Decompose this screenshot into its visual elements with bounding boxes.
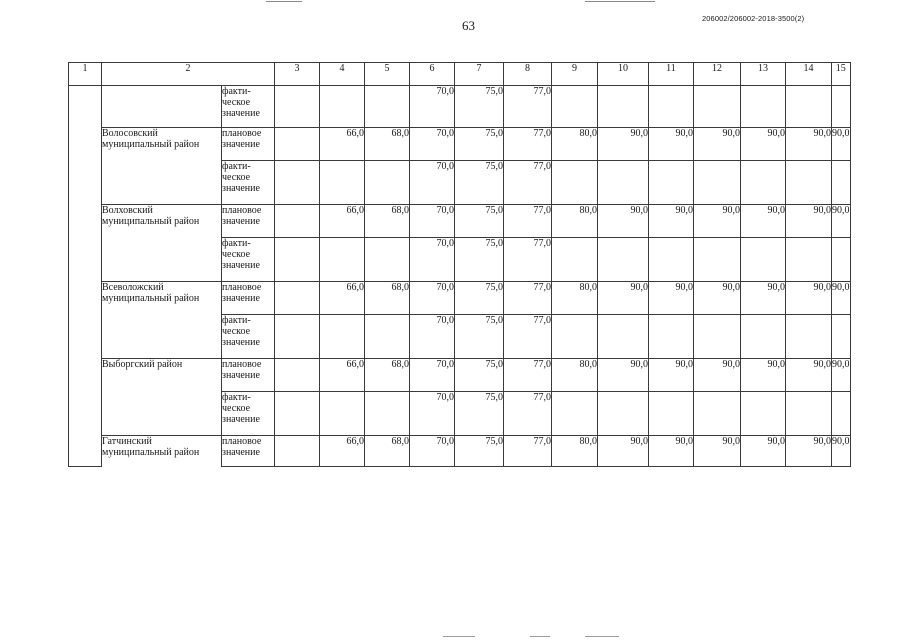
value-cell: 90,0 [786, 282, 832, 315]
value-cell: 80,0 [552, 436, 598, 467]
value-cell [832, 315, 851, 359]
value-cell [832, 86, 851, 128]
value-cell: 77,0 [504, 205, 552, 238]
value-cell: 90,0 [694, 282, 741, 315]
value-cell: 66,0 [320, 205, 365, 238]
value-cell: 68,0 [365, 436, 410, 467]
value-cell: 90,0 [598, 436, 649, 467]
bottom-edge-rule-right [585, 636, 619, 637]
value-cell [552, 238, 598, 282]
value-cell [552, 86, 598, 128]
row-number-cell [69, 86, 102, 467]
value-cell: 70,0 [410, 392, 455, 436]
value-cell [275, 238, 320, 282]
bottom-edge-rule-left [443, 636, 475, 637]
indicator-cell: плановое значение [222, 205, 275, 238]
value-cell: 66,0 [320, 128, 365, 161]
value-cell: 77,0 [504, 86, 552, 128]
table-row [69, 86, 851, 128]
value-cell: 90,0 [649, 282, 694, 315]
value-cell [365, 238, 410, 282]
value-cell: 75,0 [455, 436, 504, 467]
value-cell: 80,0 [552, 205, 598, 238]
value-cell: 90,0 [832, 128, 851, 161]
table-row [69, 128, 851, 161]
value-cell: 70,0 [410, 128, 455, 161]
value-cell: 90,0 [649, 128, 694, 161]
table-row [69, 392, 851, 436]
value-cell [832, 392, 851, 436]
column-header: 2 [102, 63, 275, 86]
indicator-cell: факти- ческое значение [222, 238, 275, 282]
value-cell: 75,0 [455, 359, 504, 392]
value-cell: 90,0 [694, 359, 741, 392]
value-cell: 75,0 [455, 161, 504, 205]
value-cell [649, 392, 694, 436]
column-header: 15 [832, 63, 851, 86]
value-cell: 90,0 [694, 128, 741, 161]
value-cell: 66,0 [320, 282, 365, 315]
value-cell: 90,0 [598, 359, 649, 392]
value-cell: 70,0 [410, 359, 455, 392]
value-cell: 75,0 [455, 392, 504, 436]
value-cell: 90,0 [832, 205, 851, 238]
value-cell: 90,0 [741, 205, 786, 238]
district-cell [102, 238, 222, 282]
value-cell: 77,0 [504, 436, 552, 467]
value-cell [786, 238, 832, 282]
value-cell [320, 315, 365, 359]
value-cell: 90,0 [832, 282, 851, 315]
value-cell [598, 86, 649, 128]
value-cell [694, 392, 741, 436]
value-cell: 90,0 [786, 205, 832, 238]
value-cell [741, 86, 786, 128]
district-cell: Всеволожский муниципальный район [102, 282, 222, 315]
value-cell [320, 86, 365, 128]
value-cell [694, 161, 741, 205]
value-cell: 75,0 [455, 315, 504, 359]
value-cell [649, 86, 694, 128]
value-cell: 77,0 [504, 161, 552, 205]
value-cell [598, 315, 649, 359]
value-cell [694, 238, 741, 282]
column-header: 1 [69, 63, 102, 86]
value-cell: 70,0 [410, 161, 455, 205]
value-cell: 77,0 [504, 315, 552, 359]
value-cell: 68,0 [365, 128, 410, 161]
table-body [69, 86, 851, 467]
value-cell [275, 436, 320, 467]
column-header: 3 [275, 63, 320, 86]
value-cell [649, 161, 694, 205]
value-cell: 90,0 [649, 205, 694, 238]
column-header: 6 [410, 63, 455, 86]
column-header: 12 [694, 63, 741, 86]
district-cell: Волосовский муниципальный район [102, 128, 222, 161]
top-edge-rule-left [266, 1, 302, 2]
value-cell: 70,0 [410, 238, 455, 282]
value-cell [365, 86, 410, 128]
value-cell [741, 238, 786, 282]
value-cell [552, 315, 598, 359]
table-row [69, 238, 851, 282]
district-cell [102, 392, 222, 436]
value-cell: 90,0 [832, 436, 851, 467]
bottom-edge-rule-mid [530, 636, 550, 637]
value-cell: 80,0 [552, 128, 598, 161]
value-cell: 90,0 [741, 436, 786, 467]
indicator-cell: факти- ческое значение [222, 315, 275, 359]
value-cell: 90,0 [598, 282, 649, 315]
value-cell: 68,0 [365, 205, 410, 238]
value-cell: 80,0 [552, 282, 598, 315]
value-cell: 75,0 [455, 238, 504, 282]
value-cell [832, 161, 851, 205]
value-cell: 77,0 [504, 282, 552, 315]
district-cell: Гатчинский муниципальный район [102, 436, 222, 467]
table-row [69, 205, 851, 238]
value-cell [552, 161, 598, 205]
value-cell: 90,0 [786, 128, 832, 161]
value-cell: 75,0 [455, 128, 504, 161]
value-cell [694, 315, 741, 359]
value-cell: 90,0 [741, 128, 786, 161]
value-cell: 75,0 [455, 86, 504, 128]
column-header: 14 [786, 63, 832, 86]
column-header: 8 [504, 63, 552, 86]
value-cell: 90,0 [598, 205, 649, 238]
value-cell [598, 238, 649, 282]
value-cell: 66,0 [320, 359, 365, 392]
column-header: 11 [649, 63, 694, 86]
value-cell: 90,0 [741, 359, 786, 392]
value-cell [786, 161, 832, 205]
value-cell: 70,0 [410, 205, 455, 238]
document-id: 206002/206002-2018-3500(2) [702, 14, 805, 23]
value-cell [365, 315, 410, 359]
value-cell: 90,0 [694, 436, 741, 467]
top-edge-rule-right [585, 1, 655, 2]
table-row [69, 315, 851, 359]
value-cell [832, 238, 851, 282]
value-cell [275, 161, 320, 205]
value-cell [275, 359, 320, 392]
table-row [69, 282, 851, 315]
value-cell [741, 161, 786, 205]
column-header: 10 [598, 63, 649, 86]
value-cell: 66,0 [320, 436, 365, 467]
value-cell: 90,0 [741, 282, 786, 315]
district-cell: Волховский муниципальный район [102, 205, 222, 238]
value-cell [275, 128, 320, 161]
value-cell [275, 282, 320, 315]
value-cell: 90,0 [832, 359, 851, 392]
column-header: 4 [320, 63, 365, 86]
table-row [69, 359, 851, 392]
value-cell: 90,0 [598, 128, 649, 161]
value-cell [786, 315, 832, 359]
value-cell: 70,0 [410, 315, 455, 359]
value-cell: 75,0 [455, 205, 504, 238]
data-table [68, 62, 851, 467]
value-cell: 77,0 [504, 392, 552, 436]
value-cell [320, 238, 365, 282]
indicator-cell: плановое значение [222, 128, 275, 161]
value-cell [694, 86, 741, 128]
value-cell: 75,0 [455, 282, 504, 315]
indicator-cell: факти- ческое значение [222, 392, 275, 436]
column-number-header-row [69, 63, 851, 86]
value-cell [320, 392, 365, 436]
value-cell: 90,0 [649, 436, 694, 467]
column-header: 13 [741, 63, 786, 86]
district-cell [102, 315, 222, 359]
value-cell: 90,0 [786, 359, 832, 392]
value-cell [365, 392, 410, 436]
value-cell: 90,0 [649, 359, 694, 392]
value-cell: 70,0 [410, 86, 455, 128]
column-header: 7 [455, 63, 504, 86]
indicator-cell: плановое значение [222, 282, 275, 315]
value-cell [552, 392, 598, 436]
value-cell [275, 315, 320, 359]
value-cell: 68,0 [365, 282, 410, 315]
column-header: 9 [552, 63, 598, 86]
value-cell [598, 161, 649, 205]
value-cell [741, 315, 786, 359]
value-cell [786, 86, 832, 128]
value-cell [598, 392, 649, 436]
indicator-cell: факти- ческое значение [222, 86, 275, 128]
indicator-cell: плановое значение [222, 436, 275, 467]
value-cell [275, 86, 320, 128]
value-cell [741, 392, 786, 436]
district-cell: Выборгский район [102, 359, 222, 392]
value-cell [275, 205, 320, 238]
value-cell: 77,0 [504, 238, 552, 282]
value-cell [786, 392, 832, 436]
district-cell [102, 86, 222, 128]
table-row [69, 161, 851, 205]
district-cell [102, 161, 222, 205]
value-cell: 70,0 [410, 436, 455, 467]
indicator-cell: факти- ческое значение [222, 161, 275, 205]
value-cell: 77,0 [504, 359, 552, 392]
value-cell [365, 161, 410, 205]
value-cell [320, 161, 365, 205]
value-cell: 80,0 [552, 359, 598, 392]
value-cell: 90,0 [694, 205, 741, 238]
page-number: 63 [462, 18, 475, 33]
indicator-cell: плановое значение [222, 359, 275, 392]
value-cell: 68,0 [365, 359, 410, 392]
value-cell: 90,0 [786, 436, 832, 467]
column-header: 5 [365, 63, 410, 86]
value-cell: 70,0 [410, 282, 455, 315]
value-cell: 77,0 [504, 128, 552, 161]
value-cell [275, 392, 320, 436]
value-cell [649, 315, 694, 359]
value-cell [649, 238, 694, 282]
table-row [69, 436, 851, 467]
